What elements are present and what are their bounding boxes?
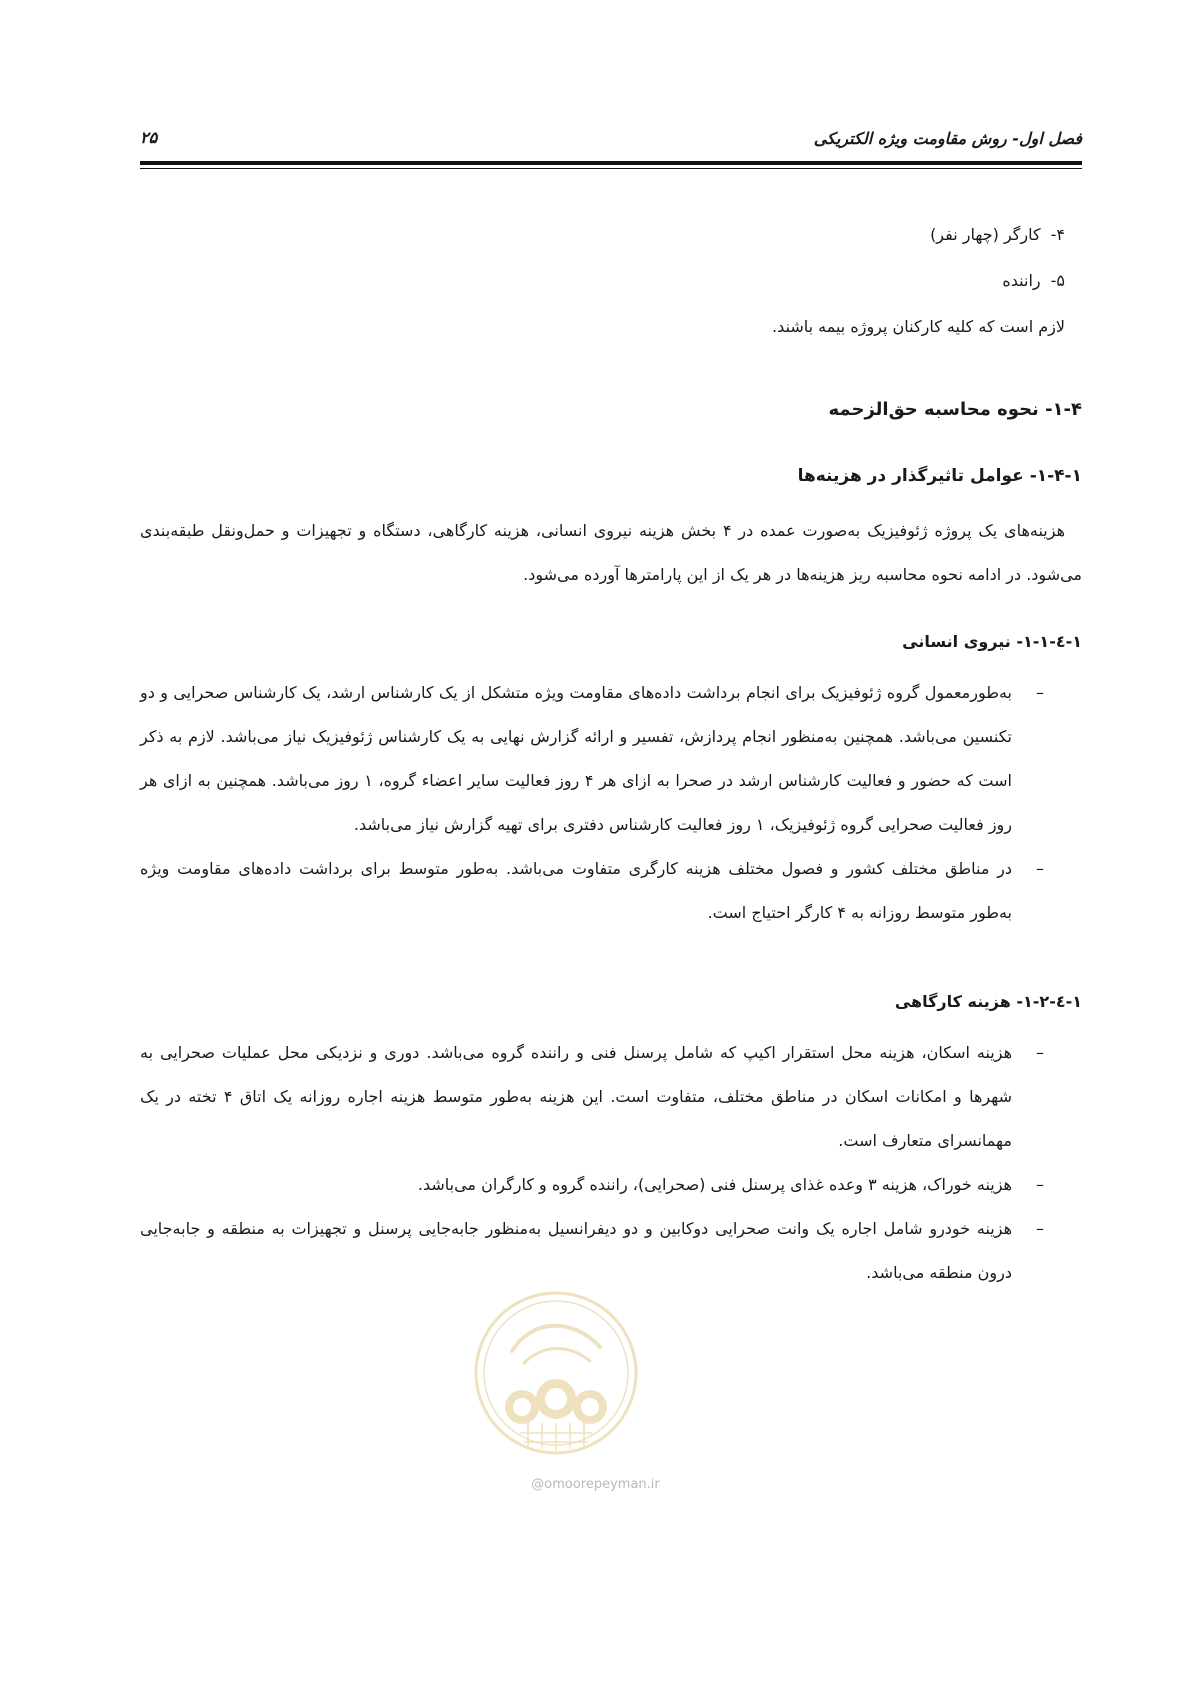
section-heading-workshop: ۱-٤-۱-۲- هزینه کارگاهی — [894, 992, 1082, 1011]
header-rule-thin — [140, 168, 1082, 169]
list-item-text: راننده — [1002, 271, 1041, 290]
list-item — [140, 258, 1082, 304]
header-rule-thick — [140, 161, 1082, 165]
bullet-item — [140, 671, 1082, 847]
watermark-url: @omoorepeyman.ir — [531, 1477, 660, 1492]
bullet-item — [140, 1163, 1082, 1207]
bullet-dash: – — [1036, 1043, 1044, 1062]
staff-list — [140, 212, 1082, 304]
bullet-item — [140, 847, 1082, 935]
running-header-title: فصل اول- روش مقاومت ویژه الکتریکی — [813, 129, 1082, 148]
insurance-note: لازم است که کلیه کارکنان پروژه بیمه باشند. — [772, 317, 1065, 336]
manpower-bullet-list — [140, 671, 1082, 935]
bullet-item — [140, 1207, 1082, 1295]
bullet-dash: – — [1036, 1175, 1044, 1194]
list-item — [140, 212, 1082, 258]
bullet-item — [140, 1031, 1082, 1163]
cost-factors-paragraph: هزینه‌های یک پروژه ژئوفیزیک به‌صورت عمده در ۴ بخش هزینه نیروی انسانی، هزینه کارگاهی، دستگاه و تجهیزات و حمل‌ونقل طبقه‌بندی می‌شود. در ادامه نحوه محاسبه ریز هزینه‌ها در هر یک از این پارامترها آورده می‌شود. — [140, 521, 1082, 584]
bullet-text: هزینه خوراک، هزینه ۳ وعده غذای پرسنل فنی (صحرایی)، راننده گروه و کارگران می‌باشد. — [417, 1175, 1012, 1194]
bullet-text: هزینه اسکان، هزینه محل استقرار اکیپ که شامل پرسنل فنی و راننده گروه می‌باشد. دوری و نزدیکی محل عملیات صحرایی به شهرها و امکانات اسکان در مناطق مختلف، متفاوت است. این هزینه به‌طور متوسط هزینه اجاره روزانه یک اتاق ۴ تخته در یک مهمانسرای متعارف است. — [140, 1043, 1012, 1150]
section-heading-cost-factors: ۱-۴-۱- عوامل تاثیرگذار در هزینه‌ها — [797, 466, 1082, 486]
bullet-text: هزینه خودرو شامل اجاره یک وانت صحرایی دوکابین و دو دیفرانسیل به‌منظور جابه‌جایی پرسنل و تجهیزات به منطقه و جابه‌جایی درون منطقه می‌باشد. — [140, 1219, 1012, 1282]
bullet-dash: – — [1036, 1219, 1044, 1238]
list-item-number: ۵- — [1050, 271, 1065, 290]
bullet-text: در مناطق مختلف کشور و فصول مختلف هزینه کارگری متفاوت می‌باشد. به‌طور متوسط برای برداشت داده‌های مقاومت ویژه به‌طور متوسط روزانه به ۴ کارگر احتیاج است. — [140, 859, 1012, 922]
workshop-bullet-list — [140, 1031, 1082, 1295]
page-number: ۲۵ — [140, 128, 158, 147]
bullet-dash: – — [1036, 859, 1044, 878]
bullet-text: به‌طورمعمول گروه ژئوفیزیک برای انجام برداشت داده‌های مقاومت ویژه متشکل از یک کارشناس ارشد، یک کارشناس صحرایی و دو تکنسین می‌باشد. همچنین به‌منظور انجام پردازش، تفسیر و ارائه گزارش نهایی به یک کارشناس ژئوفیزیک نیاز می‌باشد. لازم به ذکر است که حضور و فعالیت کارشناس ارشد در صحرا به ازای هر ۴ روز فعالیت سایر اعضاء گروه، ۱ روز می‌باشد. همچنین به ازای هر روز فعالیت صحرایی گروه ژئوفیزیک، ۱ روز فعالیت کارشناس دفتری برای تهیه گزارش نیاز می‌باشد. — [140, 683, 1012, 834]
list-item-text: کارگر (چهار نفر) — [930, 225, 1041, 244]
bullet-dash: – — [1036, 683, 1044, 702]
section-heading-fee-calculation: ۱-۴- نحوه محاسبه حق‌الزحمه — [828, 399, 1082, 420]
watermark-seal-icon — [472, 1289, 640, 1457]
section-heading-manpower: ۱-٤-۱-۱- نیروی انسانی — [902, 632, 1082, 651]
page-content — [140, 212, 1082, 1295]
list-item-number: ۴- — [1050, 225, 1065, 244]
